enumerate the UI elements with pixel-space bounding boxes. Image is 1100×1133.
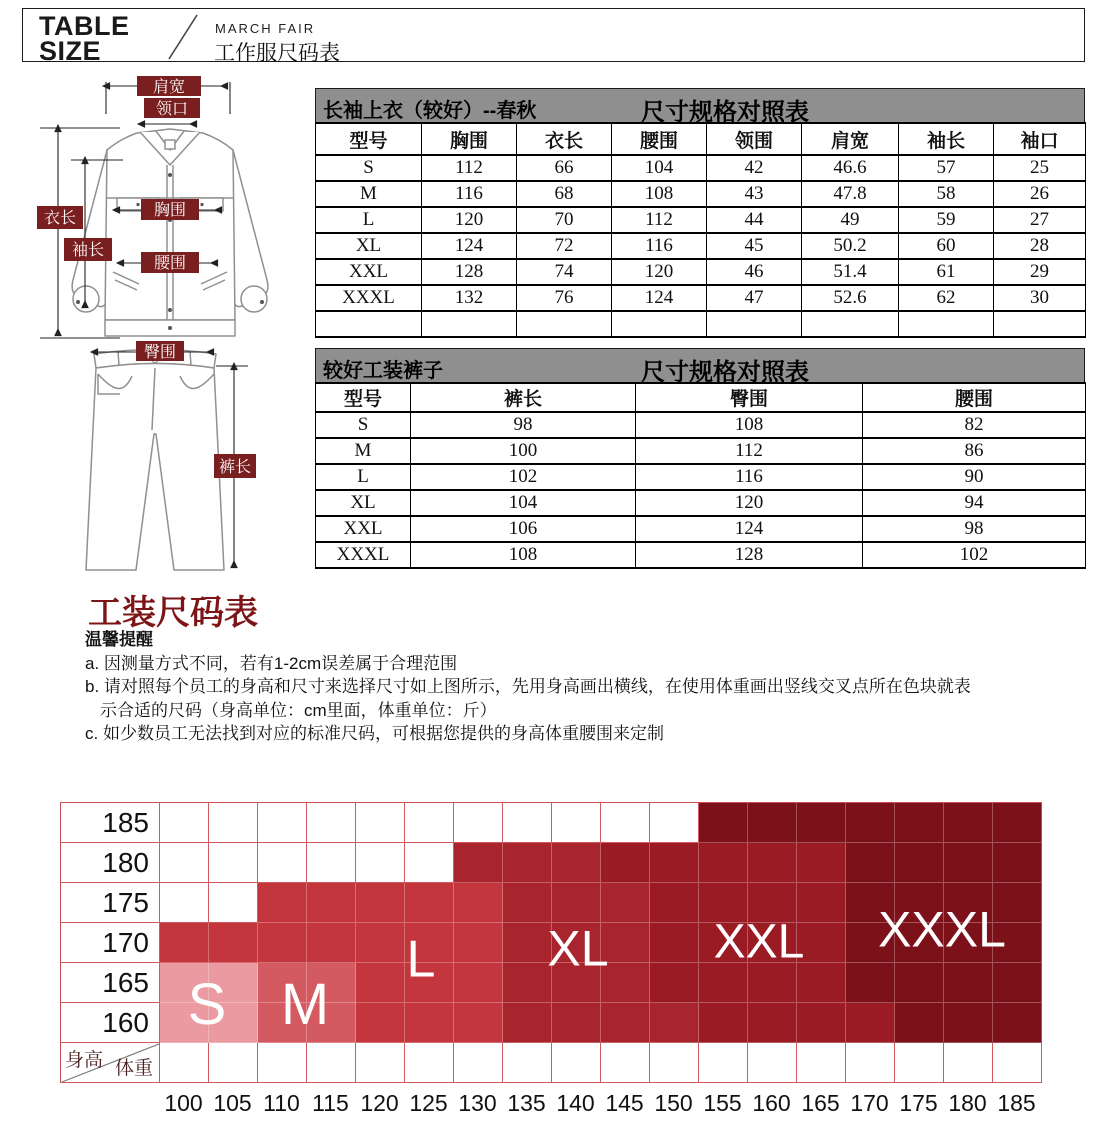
table-cell: S	[316, 155, 422, 181]
heatmap-cell	[895, 1043, 944, 1083]
size-zone-label: M	[280, 971, 330, 1037]
size-zone-label: XXXL	[878, 901, 1006, 958]
table-cell: 74	[517, 259, 612, 285]
table-cell: 132	[422, 285, 517, 311]
table-cell: L	[316, 207, 422, 233]
heatmap-cell	[748, 1003, 797, 1043]
table-cell: 60	[899, 233, 994, 259]
heatmap-cell	[944, 843, 993, 883]
table-cell: 94	[863, 490, 1086, 516]
logo-table: TABLE	[39, 11, 130, 41]
table-cell: S	[316, 412, 411, 438]
jacket-table-titlebar	[315, 88, 1085, 126]
table-row	[316, 438, 1086, 464]
heatmap-cell	[258, 803, 307, 843]
heatmap-cell	[503, 1043, 552, 1083]
x-tick-label: 110	[263, 1090, 300, 1116]
x-tick-label: 150	[654, 1090, 693, 1116]
heatmap-cell	[454, 1043, 503, 1083]
heatmap-cell	[944, 1043, 993, 1083]
heatmap-cell	[895, 803, 944, 843]
table-cell: 90	[863, 464, 1086, 490]
table-cell: 120	[422, 207, 517, 233]
table-cell: XL	[316, 233, 422, 259]
table-cell: 108	[636, 412, 863, 438]
heatmap-cell	[258, 883, 307, 923]
pants-diagram	[78, 338, 278, 583]
x-tick-label: 115	[312, 1090, 349, 1116]
heatmap-cell	[650, 1003, 699, 1043]
heatmap-cell	[846, 843, 895, 883]
heatmap-cell	[699, 1003, 748, 1043]
table-cell: 30	[994, 285, 1086, 311]
hip-label: 臀围	[143, 344, 177, 361]
heatmap-cell	[993, 1003, 1042, 1043]
heatmap-cell	[209, 1043, 258, 1083]
table-cell: 128	[422, 259, 517, 285]
waist-label: 腰围	[153, 255, 187, 272]
table-cell: XXXL	[316, 542, 411, 568]
table-cell: 57	[899, 155, 994, 181]
table-cell: 104	[411, 490, 636, 516]
heatmap-cell	[601, 843, 650, 883]
heatmap-cell	[846, 963, 895, 1003]
table-cell: 98	[863, 516, 1086, 542]
table-cell: 120	[612, 259, 707, 285]
table-row	[316, 207, 1086, 233]
table-cell: 47	[707, 285, 802, 311]
heatmap-cell	[503, 923, 552, 963]
table-cell: 76	[517, 285, 612, 311]
table-cell: 42	[707, 155, 802, 181]
table-cell: 29	[994, 259, 1086, 285]
heatmap-cell	[846, 1003, 895, 1043]
x-tick-label: 180	[948, 1090, 987, 1116]
table-header-row	[316, 383, 1086, 412]
pants-table-subtitle: 尺寸规格对照表	[641, 359, 809, 386]
table-cell: XXL	[316, 516, 411, 542]
heatmap-cell	[650, 963, 699, 1003]
heatmap-cell	[307, 843, 356, 883]
table-cell: 108	[612, 181, 707, 207]
garment-length-label: 衣长	[43, 210, 77, 227]
y-tick-label: 160	[61, 1003, 160, 1043]
table-cell: 59	[899, 207, 994, 233]
table-cell: 66	[517, 155, 612, 181]
heatmap-cell	[699, 1043, 748, 1083]
jacket-table-subtitle: 尺寸规格对照表	[641, 99, 809, 126]
heatmap-cell	[160, 883, 209, 923]
brand-text: MARCH FAIR	[215, 21, 316, 36]
table-cell: 25	[994, 155, 1086, 181]
heatmap-cell	[748, 1043, 797, 1083]
table-cell: 102	[411, 464, 636, 490]
heatmap-cell	[552, 1043, 601, 1083]
table-cell	[422, 311, 517, 337]
heatmap-cell	[503, 1003, 552, 1043]
height-weight-heatmap	[60, 802, 1042, 1083]
table-row	[316, 181, 1086, 207]
pants-table-titlebar	[315, 348, 1085, 386]
table-cell: 28	[994, 233, 1086, 259]
table-cell: 45	[707, 233, 802, 259]
heatmap-cell	[944, 963, 993, 1003]
heatmap-cell	[454, 843, 503, 883]
heatmap-cell	[650, 1043, 699, 1083]
heatmap-cell	[454, 963, 503, 1003]
heatmap-cell	[258, 923, 307, 963]
heatmap-cell	[846, 803, 895, 843]
chest-label: 胸围	[153, 202, 187, 219]
table-cell: M	[316, 181, 422, 207]
y-tick-label: 180	[61, 843, 160, 883]
table-cell	[612, 311, 707, 337]
slash-divider-icon	[151, 11, 211, 61]
heatmap-cell	[699, 803, 748, 843]
x-tick-label: 185	[997, 1090, 1036, 1116]
heatmap-cell	[405, 1043, 454, 1083]
x-tick-label: 125	[409, 1090, 448, 1116]
table-row	[316, 490, 1086, 516]
heatmap-cell	[503, 803, 552, 843]
table-cell: 70	[517, 207, 612, 233]
heatmap-cell	[699, 843, 748, 883]
heatmap-cell	[356, 1043, 405, 1083]
x-tick-label: 140	[556, 1090, 595, 1116]
table-cell: 112	[612, 207, 707, 233]
table-cell: 106	[411, 516, 636, 542]
column-header: 肩宽	[802, 123, 899, 155]
heatmap-cell	[650, 843, 699, 883]
heatmap-cell	[846, 1043, 895, 1083]
heatmap-cell	[993, 803, 1042, 843]
heatmap-cell	[356, 1003, 405, 1043]
note-line-b: b. 请对照每个员工的身高和尺寸来选择尺寸如上图所示，先用身高画出横线，在使用体重画出竖线交叉点所在色块就表	[85, 677, 971, 696]
section-title: 工装尺码表	[88, 594, 258, 632]
heatmap-cell	[356, 843, 405, 883]
table-cell: 112	[422, 155, 517, 181]
heatmap-cell	[405, 843, 454, 883]
size-zone-label: L	[406, 930, 436, 989]
table-cell: 26	[994, 181, 1086, 207]
table-row	[316, 464, 1086, 490]
table-row	[316, 155, 1086, 181]
jacket-diagram	[25, 70, 315, 350]
heatmap-cell	[405, 1003, 454, 1043]
heatmap-cell	[552, 1003, 601, 1043]
table-cell: 61	[899, 259, 994, 285]
heatmap-cell	[748, 843, 797, 883]
y-tick-label: 170	[61, 923, 160, 963]
table-cell: L	[316, 464, 411, 490]
heatmap-cell	[356, 923, 405, 963]
heatmap-cell	[552, 883, 601, 923]
heatmap-cell	[503, 883, 552, 923]
table-cell: 116	[422, 181, 517, 207]
heatmap-cell	[307, 883, 356, 923]
column-header: 袖口	[994, 123, 1086, 155]
heatmap-cell	[209, 883, 258, 923]
heatmap-cell	[454, 923, 503, 963]
table-row	[316, 542, 1086, 568]
x-tick-label: 160	[752, 1090, 791, 1116]
table-cell: 98	[411, 412, 636, 438]
heatmap-cell	[258, 1043, 307, 1083]
table-row	[316, 285, 1086, 311]
collar-label: 领口	[155, 101, 189, 118]
weight-axis-label: 体重	[114, 1058, 153, 1079]
heatmap-cell	[552, 803, 601, 843]
table-row	[316, 412, 1086, 438]
x-tick-label: 100	[164, 1090, 203, 1116]
heatmap-cell	[503, 843, 552, 883]
heatmap-cell	[944, 1003, 993, 1043]
heatmap-cell	[650, 923, 699, 963]
size-zone-label: S	[187, 971, 227, 1037]
heatmap-cell	[601, 883, 650, 923]
table-cell: 86	[863, 438, 1086, 464]
table-cell: 112	[636, 438, 863, 464]
heatmap-cell	[895, 843, 944, 883]
y-tick-label: 185	[61, 803, 160, 843]
table-cell	[899, 311, 994, 337]
table-row	[316, 259, 1086, 285]
column-header: 胸围	[422, 123, 517, 155]
table-cell: 124	[612, 285, 707, 311]
heatmap-cell	[797, 1043, 846, 1083]
heatmap-cell	[160, 1043, 209, 1083]
heatmap-cell	[601, 1043, 650, 1083]
pants-table-section	[315, 348, 1085, 569]
notes-title: 温馨提醒	[85, 630, 153, 649]
heatmap-cell	[552, 843, 601, 883]
table-cell: 120	[636, 490, 863, 516]
x-tick-label: 130	[458, 1090, 497, 1116]
table-cell: M	[316, 438, 411, 464]
table-cell: 108	[411, 542, 636, 568]
heatmap-cell	[356, 803, 405, 843]
heatmap-cell	[944, 803, 993, 843]
column-header: 裤长	[411, 383, 636, 412]
pants-table-title: 较好工装裤子	[323, 360, 443, 382]
size-zone-label: XXL	[713, 915, 805, 969]
table-cell: 116	[612, 233, 707, 259]
heatmap-cell	[503, 963, 552, 1003]
note-line-c: c. 如少数员工无法找到对应的标准尺码，可根据您提供的身高体重腰围来定制	[85, 724, 664, 743]
table-cell: 102	[863, 542, 1086, 568]
table-cell: 46.6	[802, 155, 899, 181]
table-cell: 47.8	[802, 181, 899, 207]
heatmap-cell	[405, 883, 454, 923]
table-cell: 116	[636, 464, 863, 490]
jacket-table-title: 长袖上衣（较好）--春秋	[323, 100, 537, 122]
heatmap-cell	[454, 803, 503, 843]
logo-size: SIZE	[39, 36, 102, 66]
heatmap-cell	[797, 1003, 846, 1043]
size-zone-label: XL	[547, 920, 609, 977]
table-cell: XL	[316, 490, 411, 516]
heatmap-cell	[748, 803, 797, 843]
table-cell: 62	[899, 285, 994, 311]
x-tick-label: 170	[850, 1090, 889, 1116]
heatmap-cell	[356, 883, 405, 923]
heatmap-cell	[454, 1003, 503, 1043]
height-axis-label: 身高	[65, 1050, 104, 1071]
table-cell: 51.4	[802, 259, 899, 285]
heatmap-cell	[895, 963, 944, 1003]
table-cell	[517, 311, 612, 337]
table-cell: 104	[612, 155, 707, 181]
table-cell: 49	[802, 207, 899, 233]
table-cell: 124	[422, 233, 517, 259]
column-header: 腰围	[612, 123, 707, 155]
note-line-b2: 示合适的尺码（身高单位：cm里面，体重单位：斤）	[100, 700, 497, 720]
column-header: 领围	[707, 123, 802, 155]
x-tick-label: 145	[605, 1090, 644, 1116]
x-tick-label: 105	[213, 1090, 252, 1116]
header-subtitle: 工作服尺码表	[214, 42, 340, 65]
table-cell: 128	[636, 542, 863, 568]
x-tick-label: 120	[360, 1090, 399, 1116]
heatmap-cell	[601, 1003, 650, 1043]
table-cell: 44	[707, 207, 802, 233]
heatmap-cell	[895, 1003, 944, 1043]
heatmap-cell	[993, 843, 1042, 883]
heatmap-cell	[307, 923, 356, 963]
heatmap-cell	[993, 963, 1042, 1003]
heatmap-cell	[209, 803, 258, 843]
table-header-row	[316, 123, 1086, 155]
x-tick-label: 175	[899, 1090, 938, 1116]
heatmap-cell	[356, 963, 405, 1003]
heatmap-cell	[993, 1043, 1042, 1083]
table-cell: 72	[517, 233, 612, 259]
heatmap-cell	[797, 803, 846, 843]
shoulder-width-label: 肩宽	[152, 79, 186, 96]
table-row	[316, 311, 1086, 337]
y-tick-label: 165	[61, 963, 160, 1003]
table-row	[316, 516, 1086, 542]
note-line-a: a. 因测量方式不同，若有1-2cm误差属于合理范围	[85, 653, 458, 673]
column-header: 腰围	[863, 383, 1086, 412]
table-cell	[802, 311, 899, 337]
table-cell: 27	[994, 207, 1086, 233]
heatmap-cell	[797, 843, 846, 883]
column-header: 型号	[316, 383, 411, 412]
y-tick-label: 175	[61, 883, 160, 923]
table-row	[316, 233, 1086, 259]
table-cell: 68	[517, 181, 612, 207]
heatmap-cell	[307, 803, 356, 843]
notes-block	[85, 628, 971, 746]
heatmap-cell	[405, 803, 454, 843]
jacket-table-section	[315, 88, 1085, 338]
table-cell: 52.6	[802, 285, 899, 311]
pants-size-table	[315, 382, 1086, 569]
table-cell: 100	[411, 438, 636, 464]
table-cell	[707, 311, 802, 337]
heatmap-cell	[650, 803, 699, 843]
jacket-size-table	[315, 122, 1086, 338]
x-tick-label: 155	[703, 1090, 742, 1116]
table-cell: XXXL	[316, 285, 422, 311]
table-cell: 124	[636, 516, 863, 542]
heatmap-cell	[160, 803, 209, 843]
heatmap-cell	[160, 923, 209, 963]
sleeve-length-label: 袖长	[71, 242, 105, 259]
weight-axis-labels	[159, 1090, 1041, 1117]
column-header: 袖长	[899, 123, 994, 155]
heatmap-cell	[650, 883, 699, 923]
x-tick-label: 165	[801, 1090, 840, 1116]
table-cell: 43	[707, 181, 802, 207]
table-cell	[316, 311, 422, 337]
axis-corner-cell	[61, 1043, 160, 1083]
heatmap-cell	[307, 1043, 356, 1083]
table-cell: 58	[899, 181, 994, 207]
heatmap-cell	[601, 803, 650, 843]
heatmap-cell	[160, 843, 209, 883]
heatmap-cell	[209, 843, 258, 883]
table-cell: 46	[707, 259, 802, 285]
heatmap-cell	[454, 883, 503, 923]
table-cell	[994, 311, 1086, 337]
column-header: 型号	[316, 123, 422, 155]
heatmap-cell	[209, 923, 258, 963]
header-box	[22, 8, 1085, 66]
column-header: 臀围	[636, 383, 863, 412]
pant-length-label: 裤长	[218, 459, 252, 476]
table-cell: XXL	[316, 259, 422, 285]
table-cell: 50.2	[802, 233, 899, 259]
table-cell: 82	[863, 412, 1086, 438]
heatmap-cell	[258, 843, 307, 883]
x-tick-label: 135	[507, 1090, 546, 1116]
column-header: 衣长	[517, 123, 612, 155]
